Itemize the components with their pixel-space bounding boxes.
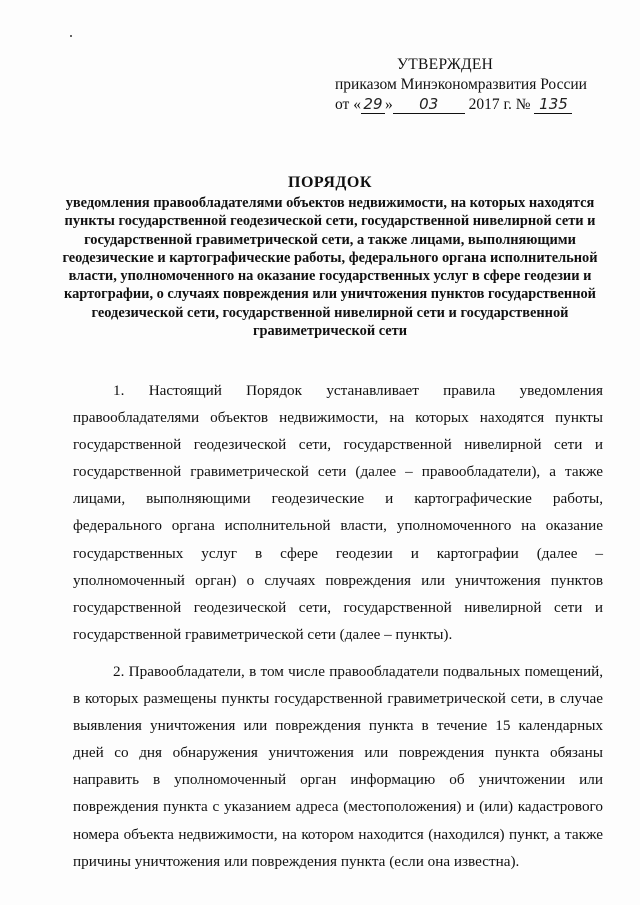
approval-order-line: приказом Минэкономразвития России	[335, 76, 587, 93]
date-prefix: от «	[335, 96, 361, 113]
date-month-handwritten: 03	[393, 96, 465, 114]
approval-stamp	[335, 55, 605, 115]
approval-date-line	[335, 95, 605, 115]
document-heading	[60, 172, 600, 340]
scan-speck	[70, 35, 72, 37]
date-quote-close: »	[384, 96, 393, 113]
heading-title: ПОРЯДОК	[288, 174, 372, 191]
date-year: 2017 г. №	[468, 96, 531, 113]
date-day-handwritten: 29	[361, 96, 385, 114]
document-body	[73, 377, 603, 875]
order-number-handwritten: 135	[534, 96, 572, 114]
heading-subtitle: уведомления правообладателями объектов недвижимости, на которых находятся пункты государственной геодезической сети, государственной нивелирной сети и государственной гравиметрической сети, а также лицами, выполняющими геодезические и картографические работы, федерального органа исполнительной власти, уполномоченного на оказание государственных услуг в сфере геодезии и картографии, о случаях повреждения или уничтожения пунктов государственной геодезической сети, государственной нивелирной сети и государственной гравиметрической сети	[62, 195, 598, 340]
approval-title: УТВЕРЖДЕН	[397, 56, 494, 73]
paragraph-1: 1. Настоящий Порядок устанавливает правила уведомления правообладателями объектов недвижимости, на которых находятся пункты государственной геодезической сети, государственной нивелирной сети и государственной гравиметрической сети (далее – правообладатели), а также лицами, выполняющими геодезические и картографические работы, федерального органа исполнительной власти, уполномоченного на оказание государственных услуг в сфере геодезии и картографии (далее – уполномоченный орган) о случаях повреждения или уничтожения пунктов государственной геодезической сети, государственной нивелирной сети и государственной гравиметрической сети (далее – пункты).	[73, 382, 603, 643]
paragraph-2: 2. Правообладатели, в том числе правообладатели подвальных помещений, в которых размещены пункты государственной гравиметрической сети, в случае выявления уничтожения или повреждения пункта в течение 15 календарных дней со дня обнаружения уничтожения или повреждения пункта обязаны направить в уполномоченный орган информацию об уничтожении или повреждения пункта с указанием адреса (местоположения) и (или) кадастрового номера объекта недвижимости, на котором находится (находился) пункт, а также причины уничтожения или повреждения пункта (если она известна).	[73, 662, 603, 870]
